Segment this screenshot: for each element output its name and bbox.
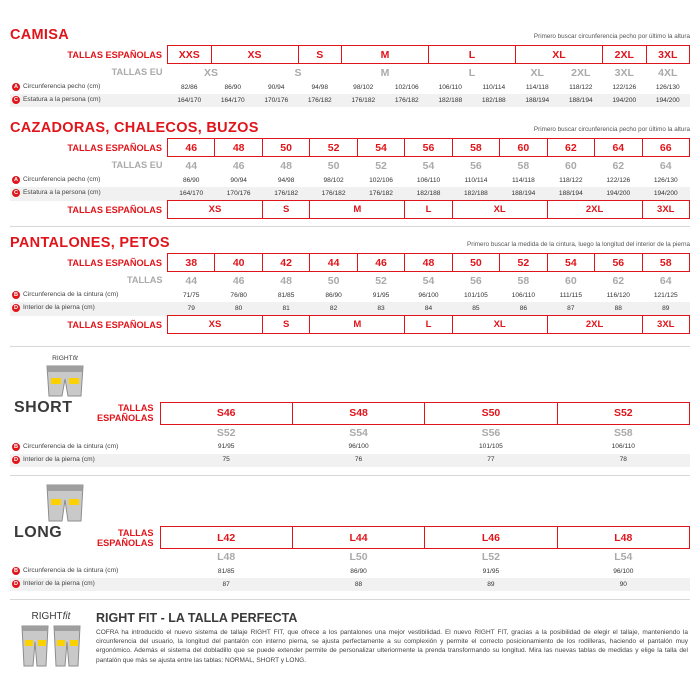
table-footer-es — [10, 201, 690, 219]
cell: 89 — [487, 580, 495, 588]
cell: 88 — [614, 304, 622, 312]
size-cell-eu: L — [468, 66, 476, 79]
size-cell-eu: 56 — [470, 274, 482, 287]
short-header-label: TALLAS ESPAÑOLAS — [97, 403, 154, 423]
size-cell: XL — [452, 316, 547, 334]
row-label — [10, 81, 168, 94]
cell: 86/90 — [350, 567, 367, 575]
size-cell-eu: 58 — [517, 274, 530, 287]
cell: 96/100 — [613, 567, 634, 575]
cell: 76 — [354, 456, 363, 463]
cell: 94/98 — [311, 83, 328, 91]
cell: 182/188 — [416, 189, 441, 197]
row-label — [10, 454, 160, 467]
size-cell-eu: S — [294, 66, 302, 79]
size-cell: 62 — [547, 139, 594, 157]
size-cell: 50 — [262, 139, 309, 157]
table-row — [10, 441, 690, 454]
row-label — [10, 94, 168, 107]
size-cell-alt: L54 — [614, 551, 633, 563]
cell: 79 — [187, 304, 195, 312]
header-label: TALLAS ESPAÑOLAS — [67, 142, 162, 153]
cell: 176/182 — [274, 189, 299, 197]
size-cell: 3XL — [642, 316, 689, 334]
size-cell-eu: 52 — [375, 159, 387, 172]
cell: 118/122 — [559, 176, 583, 184]
badge-letter: D — [13, 581, 19, 588]
cell: 164/170 — [220, 96, 245, 104]
short-header — [10, 402, 690, 424]
cell: 194/200 — [606, 189, 631, 197]
cell: 121/125 — [653, 291, 678, 299]
size-cell: 42 — [262, 254, 309, 272]
table-row — [10, 289, 690, 302]
cell: 78 — [619, 456, 627, 463]
size-cell-alt: L50 — [349, 551, 368, 563]
size-cell-eu: 46 — [232, 159, 245, 172]
table-row — [10, 302, 690, 316]
cell: 106/110 — [611, 443, 635, 450]
badge-letter: D — [13, 456, 19, 463]
cell: 176/182 — [307, 96, 332, 104]
row-label — [10, 174, 168, 187]
header-label-eu: TALLAS — [126, 275, 163, 286]
row-label-text: Interior de la pierna (cm) — [23, 304, 95, 312]
cell: 194/200 — [655, 96, 680, 104]
table-row — [10, 81, 690, 94]
cell: 81/85 — [217, 567, 235, 575]
table-header-es — [10, 254, 690, 272]
cell: 77 — [487, 456, 495, 463]
size-cell: L — [405, 201, 452, 219]
cell: 182/188 — [464, 189, 488, 197]
logo-right-text: RIGHT — [31, 611, 63, 622]
cell: 86/90 — [325, 291, 342, 299]
cell: 102/106 — [369, 176, 393, 184]
size-cell-eu: 3XL — [614, 66, 634, 79]
row-label — [10, 578, 160, 591]
size-cell-eu: 60 — [565, 274, 577, 287]
cell: 86 — [519, 304, 528, 312]
cell: 90/94 — [267, 83, 285, 91]
cell: 122/126 — [612, 83, 637, 91]
section-note: Primero buscar circunferencia pecho por último la altura — [533, 126, 690, 133]
row-label-text: Estatura a la persona (cm) — [23, 189, 101, 197]
section-divider — [10, 475, 690, 476]
cell: 170/176 — [226, 189, 251, 197]
cell: 176/182 — [351, 96, 376, 104]
cell: 76/80 — [230, 291, 247, 299]
size-cell: 48 — [405, 254, 452, 272]
size-cell: 48 — [215, 139, 262, 157]
cell: 84 — [424, 304, 433, 312]
section-note: Primero buscar circunferencia pecho por último la altura — [533, 33, 690, 40]
size-cell: XXS — [168, 46, 212, 64]
size-cell-eu: 64 — [659, 159, 672, 172]
cell: 86/90 — [182, 176, 200, 184]
cell: 101/105 — [464, 291, 488, 299]
cell: 90 — [619, 580, 627, 588]
cell: 122/126 — [606, 176, 631, 184]
size-cell: 58 — [452, 139, 499, 157]
size-cell: L44 — [292, 527, 424, 549]
header-label-eu: TALLAS EU — [111, 67, 163, 78]
footer-description: COFRA ha introducido el nuevo sistema de tallaje RIGHT FIT, que ofrece a los pantalones una mejor vestibilidad. El nuevo RIGHT FIT, gracias a la posibilidad de elegir el tallaje, manteniendo la circunferencia del usuario, la longitud del pantalón con interno pierna, se ajusta perfectamente a su complexión y permite el correcto posicionamiento de los rodilleras, haciendo el pantalón muy ergonómico. Además el sistema del dobladillo que se puede extender permite de personalizar ulteriormente la prenda transformando su longitud. Mira las nuevas tablas de medidas y elige la talla del pantalón que más se ajusta entre las tablas: NORMAL, SHORT y LONG. — [96, 629, 688, 664]
logo-fit-text: fit — [62, 611, 71, 622]
long-header-label: TALLAS ESPAÑOLAS — [97, 527, 154, 548]
size-cell: 52 — [500, 254, 547, 272]
cell: 71/75 — [182, 291, 200, 299]
cell: 91/95 — [372, 291, 390, 299]
size-cell: 56 — [405, 139, 452, 157]
table-row — [10, 578, 690, 591]
size-cell-eu: 44 — [185, 159, 198, 172]
table-row — [10, 454, 690, 467]
size-cell: S48 — [292, 402, 424, 424]
badge-letter: C — [13, 190, 19, 197]
table-row — [10, 174, 690, 187]
badge-letter: A — [13, 177, 19, 184]
size-cell: XL — [452, 201, 547, 219]
size-cell: L42 — [160, 527, 292, 549]
short-logo-row — [10, 354, 690, 402]
size-cell-eu: 62 — [612, 159, 625, 172]
cell: 110/114 — [464, 176, 488, 184]
size-cell: L — [405, 316, 452, 334]
cell: 111/115 — [559, 291, 583, 299]
badge-letter: A — [13, 84, 19, 91]
size-cell-eu: 44 — [185, 274, 198, 287]
section-short — [0, 354, 700, 467]
cell: 85 — [472, 304, 480, 312]
size-cell: 60 — [500, 139, 547, 157]
size-cell: 46 — [168, 139, 215, 157]
size-cell: 54 — [357, 139, 404, 157]
cell: 188/194 — [525, 96, 550, 104]
cell: 188/194 — [511, 189, 536, 197]
row-label-text: Circunferencia de la cintura (cm) — [23, 567, 119, 575]
pants-long-icon — [35, 483, 95, 523]
cell: 126/130 — [653, 176, 678, 184]
row-label-text: Circunferencia de la cintura (cm) — [23, 291, 119, 299]
section-camisa — [0, 0, 700, 107]
cell: 176/182 — [321, 189, 346, 197]
size-cell: 56 — [595, 254, 642, 272]
size-cell: L — [429, 46, 516, 64]
table-footer-es — [10, 316, 690, 334]
badge-letter: D — [13, 305, 19, 312]
long-label: LONG — [14, 523, 63, 541]
size-cell: XS — [168, 316, 263, 334]
cell: 81 — [282, 304, 290, 312]
size-cell-eu: 48 — [280, 159, 292, 172]
cell: 94/98 — [277, 176, 295, 184]
footer-label: TALLAS ESPAÑOLAS — [67, 319, 162, 330]
size-cell-eu: XL — [530, 66, 544, 79]
cell: 89 — [662, 304, 670, 312]
table-header-eu — [10, 157, 690, 175]
cell: 87 — [567, 304, 575, 312]
cell: 91/95 — [482, 567, 500, 575]
pants-long-illustration — [10, 483, 160, 527]
badge-letter: C — [13, 97, 19, 104]
logo-fit-text: fit — [72, 355, 78, 362]
table-header-es — [10, 46, 690, 64]
row-label-text: Circunferencia pecho (cm) — [23, 176, 101, 184]
size-cell-alt: S54 — [349, 426, 368, 439]
section-cazadoras — [0, 107, 700, 219]
size-cell-alt: S56 — [481, 426, 501, 439]
cell: 188/194 — [568, 96, 593, 104]
row-label-text: Interior de la pierna (cm) — [23, 580, 95, 588]
section-title: CAZADORAS, CHALECOS, BUZOS — [10, 120, 259, 136]
cell: 176/182 — [369, 189, 393, 197]
size-cell: 50 — [452, 254, 499, 272]
short-name — [10, 399, 160, 424]
cell: 194/200 — [612, 96, 637, 104]
cell: 88 — [354, 580, 363, 588]
cell: 106/110 — [511, 291, 536, 299]
cell: 126/130 — [655, 83, 680, 91]
size-cell: 2XL — [547, 201, 642, 219]
row-label-text: Interior de la pierna (cm) — [23, 455, 95, 463]
row-label — [10, 187, 168, 201]
size-cell-alt: L48 — [217, 551, 236, 563]
cell: 87 — [222, 580, 230, 588]
cell: 114/118 — [511, 176, 535, 184]
cell: 106/110 — [416, 176, 441, 184]
size-cell: S — [262, 201, 309, 219]
camisa-table — [10, 45, 690, 107]
size-cell: L48 — [557, 527, 689, 549]
size-cell: L46 — [425, 527, 557, 549]
size-cell-eu: 64 — [659, 274, 672, 287]
size-cell: 40 — [215, 254, 262, 272]
badge-letter: B — [13, 568, 19, 575]
header-label: TALLAS ESPAÑOLAS — [67, 257, 162, 268]
size-cell-eu: M — [380, 66, 390, 79]
cell: 80 — [235, 304, 243, 312]
table-row — [10, 565, 690, 578]
cell: 98/102 — [353, 83, 374, 91]
cell: 98/102 — [323, 176, 344, 184]
long-name — [10, 523, 160, 549]
size-cell: 2XL — [547, 316, 642, 334]
cell: 164/170 — [179, 189, 204, 197]
badge-letter: B — [13, 443, 19, 450]
right-fit-info — [0, 607, 700, 673]
long-header — [10, 527, 690, 549]
size-cell: XL — [516, 46, 603, 64]
row-label — [10, 302, 168, 316]
logo-right-text: RIGHT — [52, 355, 73, 362]
badge-letter: B — [13, 292, 19, 299]
size-cell: 2XL — [603, 46, 647, 64]
size-cell: XS — [168, 201, 263, 219]
table-row — [10, 94, 690, 107]
size-cell-eu: XS — [203, 66, 218, 79]
size-cell-eu: 50 — [327, 274, 340, 287]
size-cell: 64 — [595, 139, 642, 157]
short-label: SHORT — [14, 399, 73, 416]
size-cell: 3XL — [642, 201, 689, 219]
size-cell: 58 — [642, 254, 689, 272]
size-cell: 52 — [310, 139, 357, 157]
header-label-eu: TALLAS EU — [111, 160, 163, 171]
size-cell: S52 — [557, 402, 689, 424]
cell: 82/86 — [180, 83, 198, 91]
cell: 114/118 — [525, 83, 549, 91]
long-logo-row — [10, 483, 690, 527]
section-pantalones — [0, 234, 700, 334]
cell: 75 — [222, 456, 230, 463]
short-table — [10, 354, 690, 467]
section-title: CAMISA — [10, 27, 69, 43]
right-fit-wordmark — [12, 611, 90, 622]
row-label — [10, 289, 168, 302]
cell: 91/95 — [217, 443, 235, 450]
size-cell-eu: 56 — [470, 159, 482, 172]
size-cell-alt: S52 — [216, 426, 236, 439]
short-subheader — [10, 424, 690, 441]
size-cell: S46 — [160, 402, 292, 424]
header-label: TALLAS ESPAÑOLAS — [67, 49, 162, 60]
cazadoras-table — [10, 138, 690, 219]
size-cell-eu: 2XL — [571, 66, 591, 79]
table-header-es — [10, 139, 690, 157]
cell: 90/94 — [230, 176, 247, 184]
size-cell: S — [262, 316, 309, 334]
size-cell: XS — [211, 46, 298, 64]
size-cell: S — [298, 46, 342, 64]
size-cell: M — [310, 201, 405, 219]
table-header-eu — [10, 272, 690, 290]
size-cell: 66 — [642, 139, 689, 157]
size-cell-eu: 54 — [422, 159, 435, 172]
cell: 101/105 — [479, 443, 503, 450]
size-cell-alt: S58 — [613, 426, 633, 439]
size-cell-eu: 58 — [517, 159, 530, 172]
size-cell-eu: 48 — [280, 274, 292, 287]
row-label — [10, 441, 160, 454]
size-cell: M — [342, 46, 429, 64]
cell: 188/194 — [558, 189, 583, 197]
size-cell: 44 — [310, 254, 357, 272]
size-cell: M — [310, 316, 405, 334]
cell: 83 — [377, 304, 385, 312]
row-label-text: Circunferencia de la cintura (cm) — [23, 442, 119, 450]
cell: 96/100 — [418, 291, 439, 299]
section-long — [0, 483, 700, 592]
size-cell-eu: 62 — [612, 274, 625, 287]
size-cell-alt: L52 — [481, 551, 500, 563]
size-cell-eu: 60 — [565, 159, 577, 172]
size-cell-eu: 52 — [375, 274, 387, 287]
footer-label: TALLAS ESPAÑOLAS — [67, 204, 162, 215]
cell: 106/110 — [438, 83, 462, 91]
cell: 176/182 — [394, 96, 419, 104]
cell: 102/106 — [394, 83, 419, 91]
section-divider — [10, 226, 690, 227]
pants-pair-icon — [18, 622, 84, 668]
cell: 116/120 — [606, 291, 630, 299]
table-row — [10, 187, 690, 201]
cell: 81/85 — [277, 291, 295, 299]
size-cell-eu: 50 — [327, 159, 340, 172]
cell: 96/100 — [348, 443, 369, 450]
right-fit-logo-footer — [12, 611, 90, 673]
table-header-eu — [10, 64, 690, 82]
size-cell-eu: 54 — [422, 274, 435, 287]
cell: 82 — [329, 304, 338, 312]
section-divider — [10, 346, 690, 347]
cell: 164/170 — [177, 96, 202, 104]
pantalones-table — [10, 253, 690, 334]
size-cell-eu: 4XL — [658, 66, 678, 79]
cell: 86/90 — [224, 83, 241, 91]
pants-icon — [35, 364, 95, 398]
cell: 182/188 — [438, 96, 463, 104]
cell: 118/122 — [569, 83, 593, 91]
section-divider — [10, 599, 690, 600]
right-fit-wordmark — [10, 354, 120, 364]
section-title: PANTALONES, PETOS — [10, 235, 170, 251]
right-fit-logo-short — [10, 354, 160, 402]
size-cell: S50 — [425, 402, 557, 424]
size-cell: 38 — [168, 254, 215, 272]
cell: 182/188 — [481, 96, 506, 104]
long-table — [10, 483, 690, 592]
long-subheader — [10, 549, 690, 566]
row-label-text: Circunferencia pecho (cm) — [23, 83, 101, 91]
size-cell-eu: 46 — [232, 274, 245, 287]
footer-title: RIGHT FIT - LA TALLA PERFECTA — [96, 611, 298, 625]
cell: 110/114 — [482, 83, 506, 91]
size-cell: 3XL — [646, 46, 690, 64]
row-label — [10, 565, 160, 578]
size-cell: 46 — [357, 254, 404, 272]
cell: 194/200 — [653, 189, 678, 197]
section-note: Primero buscar la medida de la cintura, luego la longitud del interior de la pierna — [467, 241, 690, 248]
size-cell: 54 — [547, 254, 594, 272]
row-label-text: Estatura a la persona (cm) — [23, 96, 101, 104]
cell: 170/176 — [264, 96, 289, 104]
